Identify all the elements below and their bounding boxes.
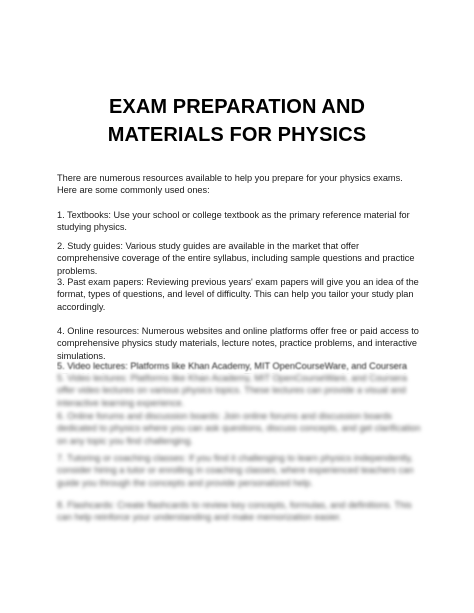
intro-paragraph: There are numerous resources available to help you prepare for your physics exams. Here are some commonly used ones: [57,173,403,196]
list-item-video-lectures: 5. Video lectures: Platforms like Khan Academy, MIT OpenCourseWare, and Coursera offer video lectures on various physics topics. These lectures can provide a visual and interactive learning experience. [57,373,407,408]
list-item-past-papers: 3. Past exam papers: Reviewing previous years' exam papers will give you an idea of the format, types of questions, and level of difficulty. This can help you tailor your study plan accordingly. [57,277,419,312]
list-item-video-lectures-visible: 5. Video lectures: Platforms like Khan Academy, MIT OpenCourseWare, and Coursera [57,361,407,371]
list-item-online-resources: 4. Online resources: Numerous websites and online platforms offer free or paid access to comprehensive physics study materials, lecture notes, practice problems, and interactive simulations. [57,326,419,361]
list-item-forums: 6. Online forums and discussion boards: Join online forums and discussion boards dedicated to physics where you can ask questions, discuss concepts, and get clarification on any topic you find challenging. [57,411,421,446]
list-item-study-guides: 2. Study guides: Various study guides are available in the market that offer comprehensive coverage of the entire syllabus, including sample questions and practice problems. [57,241,415,276]
list-item-tutoring: 7. Tutoring or coaching classes: If you find it challenging to learn physics independently, consider hiring a tutor or enrolling in coaching classes, where experienced teachers can guide you through the concepts and provide personalized help. [57,453,414,488]
title-line-2: MATERIALS FOR PHYSICS [107,124,367,146]
list-item-textbooks: 1. Textbooks: Use your school or college textbook as the primary reference material for studying physics. [57,210,410,233]
title-line-1: EXAM PREPARATION AND [108,96,366,118]
page-title [0,93,474,149]
list-item-flashcards: 8. Flashcards: Create flashcards to review key concepts, formulas, and definitions. This can help reinforce your understanding and make memorization easier. [57,500,412,523]
